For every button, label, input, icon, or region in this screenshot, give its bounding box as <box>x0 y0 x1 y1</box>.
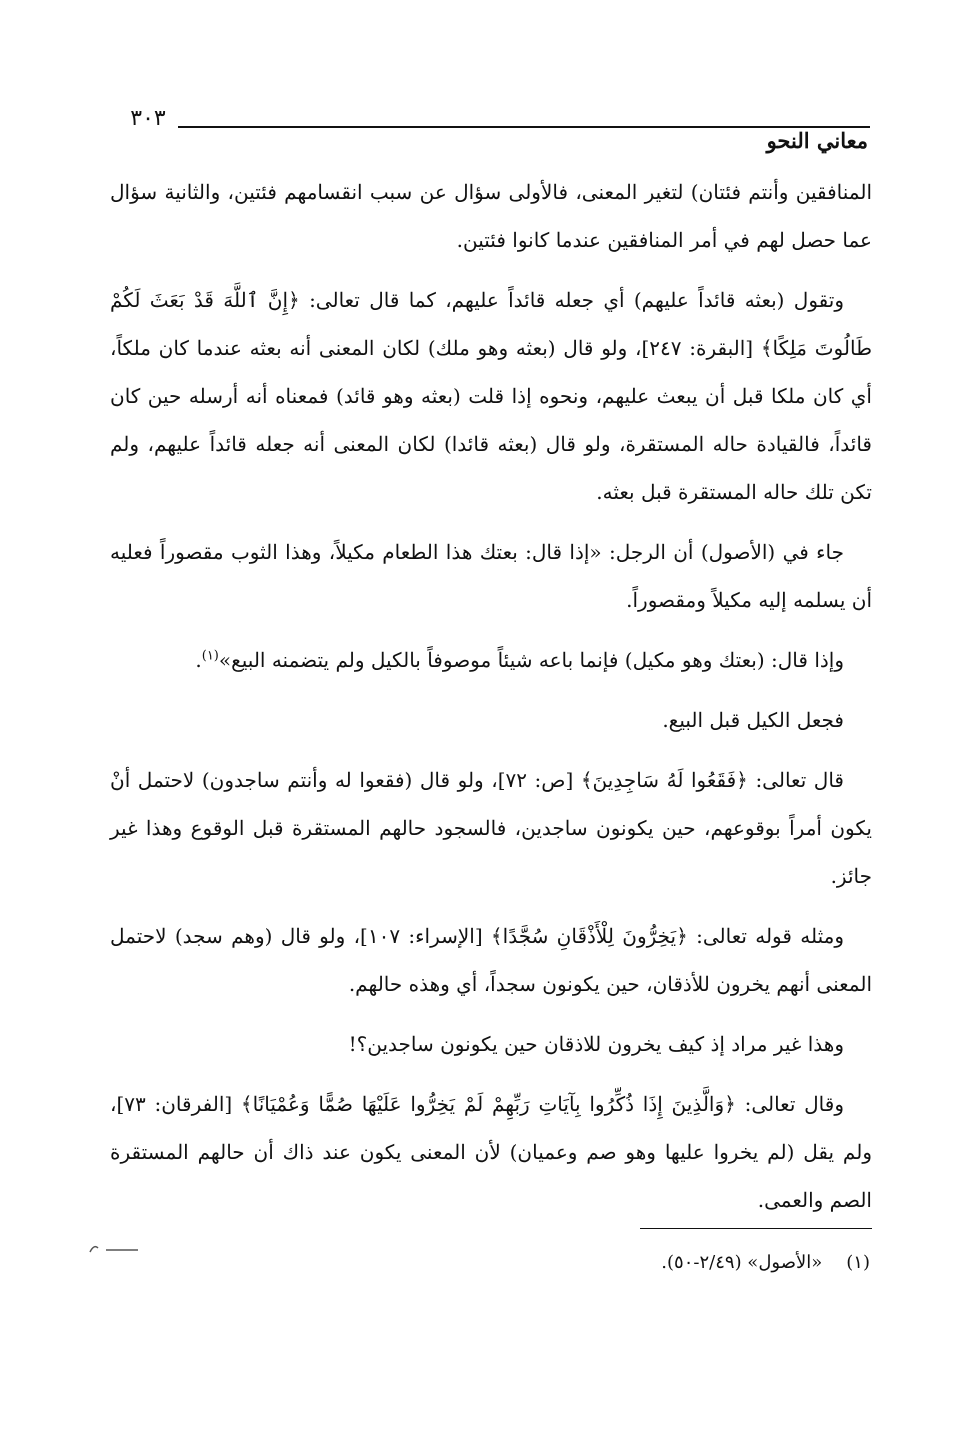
page-number: ٣٠٣ <box>130 106 166 131</box>
paragraph-9: وقال تعالى: ﴿وَالَّذِينَ إِذَا ذُكِّرُوا بِآيَاتِ رَبِّهِمْ لَمْ يَخِرُّوا عَلَيْهَا صُمًّا وَعُمْيَانًا﴾ [الفرقان: ٧٣]، ولم يقل (لم يخروا عليها وهو صم وعميان) لأن المعنى يكون عند ذاك أن حالهم المستقرة الصم والعمى. <box>110 1092 872 1212</box>
footnote-number: (١) <box>846 1252 870 1273</box>
paragraph-2: وتقول (بعثه قائداً عليهم) أي جعله قائداً عليهم، كما قال تعالى: ﴿إِنَّ ٱللَّهَ قَدْ بَعَثَ لَكُمْ طَالُوتَ مَلِكًا﴾ [البقرة: ٢٤٧]، ولو قال (بعثه وهو ملك) لكان المعنى أنه بعثه عندما كان ملكاً، أي كان ملكا قبل أن يبعث عليهم، ونحوه إذا قلت (بعثه وهو قائد) فمعناه أنه أرسله حين كان قائداً، فالقيادة حاله المستقرة، ولو قال (بعثه قائدا) لكان المعنى أنه جعله قائداً عليهم، ولم تكن تلك حاله المستقرة قبل بعثه. <box>110 288 872 504</box>
paragraph-4: وإذا قال: (بعتك وهو مكيل) فإنما باعه شيئاً موصوفاً بالكيل ولم يتضمنه البيع»$^{(١)}$. <box>195 648 844 672</box>
footnote-text: «الأصول» (٢/٤٩-٥٠). <box>661 1252 823 1273</box>
footnote-reference: (١) <box>201 648 219 664</box>
footnote-rule <box>640 1228 872 1229</box>
running-title: معاني النحو <box>766 128 868 153</box>
footnote <box>661 1252 870 1273</box>
paragraph-4-text: وإذا قال: (بعتك وهو مكيل) فإنما باعه شيئاً موصوفاً بالكيل ولم يتضمنه البيع» <box>218 648 844 672</box>
paragraph-7: ومثله قوله تعالى: ﴿يَخِرُّونَ لِلْأَذْقَانِ سُجَّدًا﴾ [الإسراء: ١٠٧]، ولو قال (وهم سجد) لاحتمل المعنى أنهم يخرون للأذقان، حين يكونون سجداً، أي وهذه حالهم. <box>110 924 872 996</box>
margin-mark <box>88 1240 140 1260</box>
paragraph-8: وهذا غير مراد إذ كيف يخرون للاذقان حين يكونون ساجدين؟! <box>348 1032 844 1056</box>
paragraph-3: جاء في (الأصول) أن الرجل: «إذا قال: بعتك هذا الطعام مكيلاً، وهذا الثوب مقصوراً فعليه أن يسلمه إليه مكيلاً ومقصوراً. <box>110 540 872 612</box>
paragraph-6: قال تعالى: ﴿فَقَعُوا لَهُ سَاجِدِينَ﴾ [ص: ٧٢]، ولو قال (فقعوا له وأنتم ساجدون) لاحتمل أنْ يكون أمراً بوقوعهم، حين يكونون ساجدين، فالسجود حالهم المستقرة قبل الوقوع وهذا غير جائز. <box>110 768 872 888</box>
paragraph-1: المنافقين وأنتم فئتان) لتغير المعنى، فالأولى سؤال عن سبب انقسامهم فئتين، والثانية سؤال عما حصل لهم في أمر المنافقين عندما كانوا فئتين. <box>110 180 872 252</box>
paragraph-5: فجعل الكيل قبل البيع. <box>662 708 844 732</box>
body-text <box>110 168 872 1236</box>
